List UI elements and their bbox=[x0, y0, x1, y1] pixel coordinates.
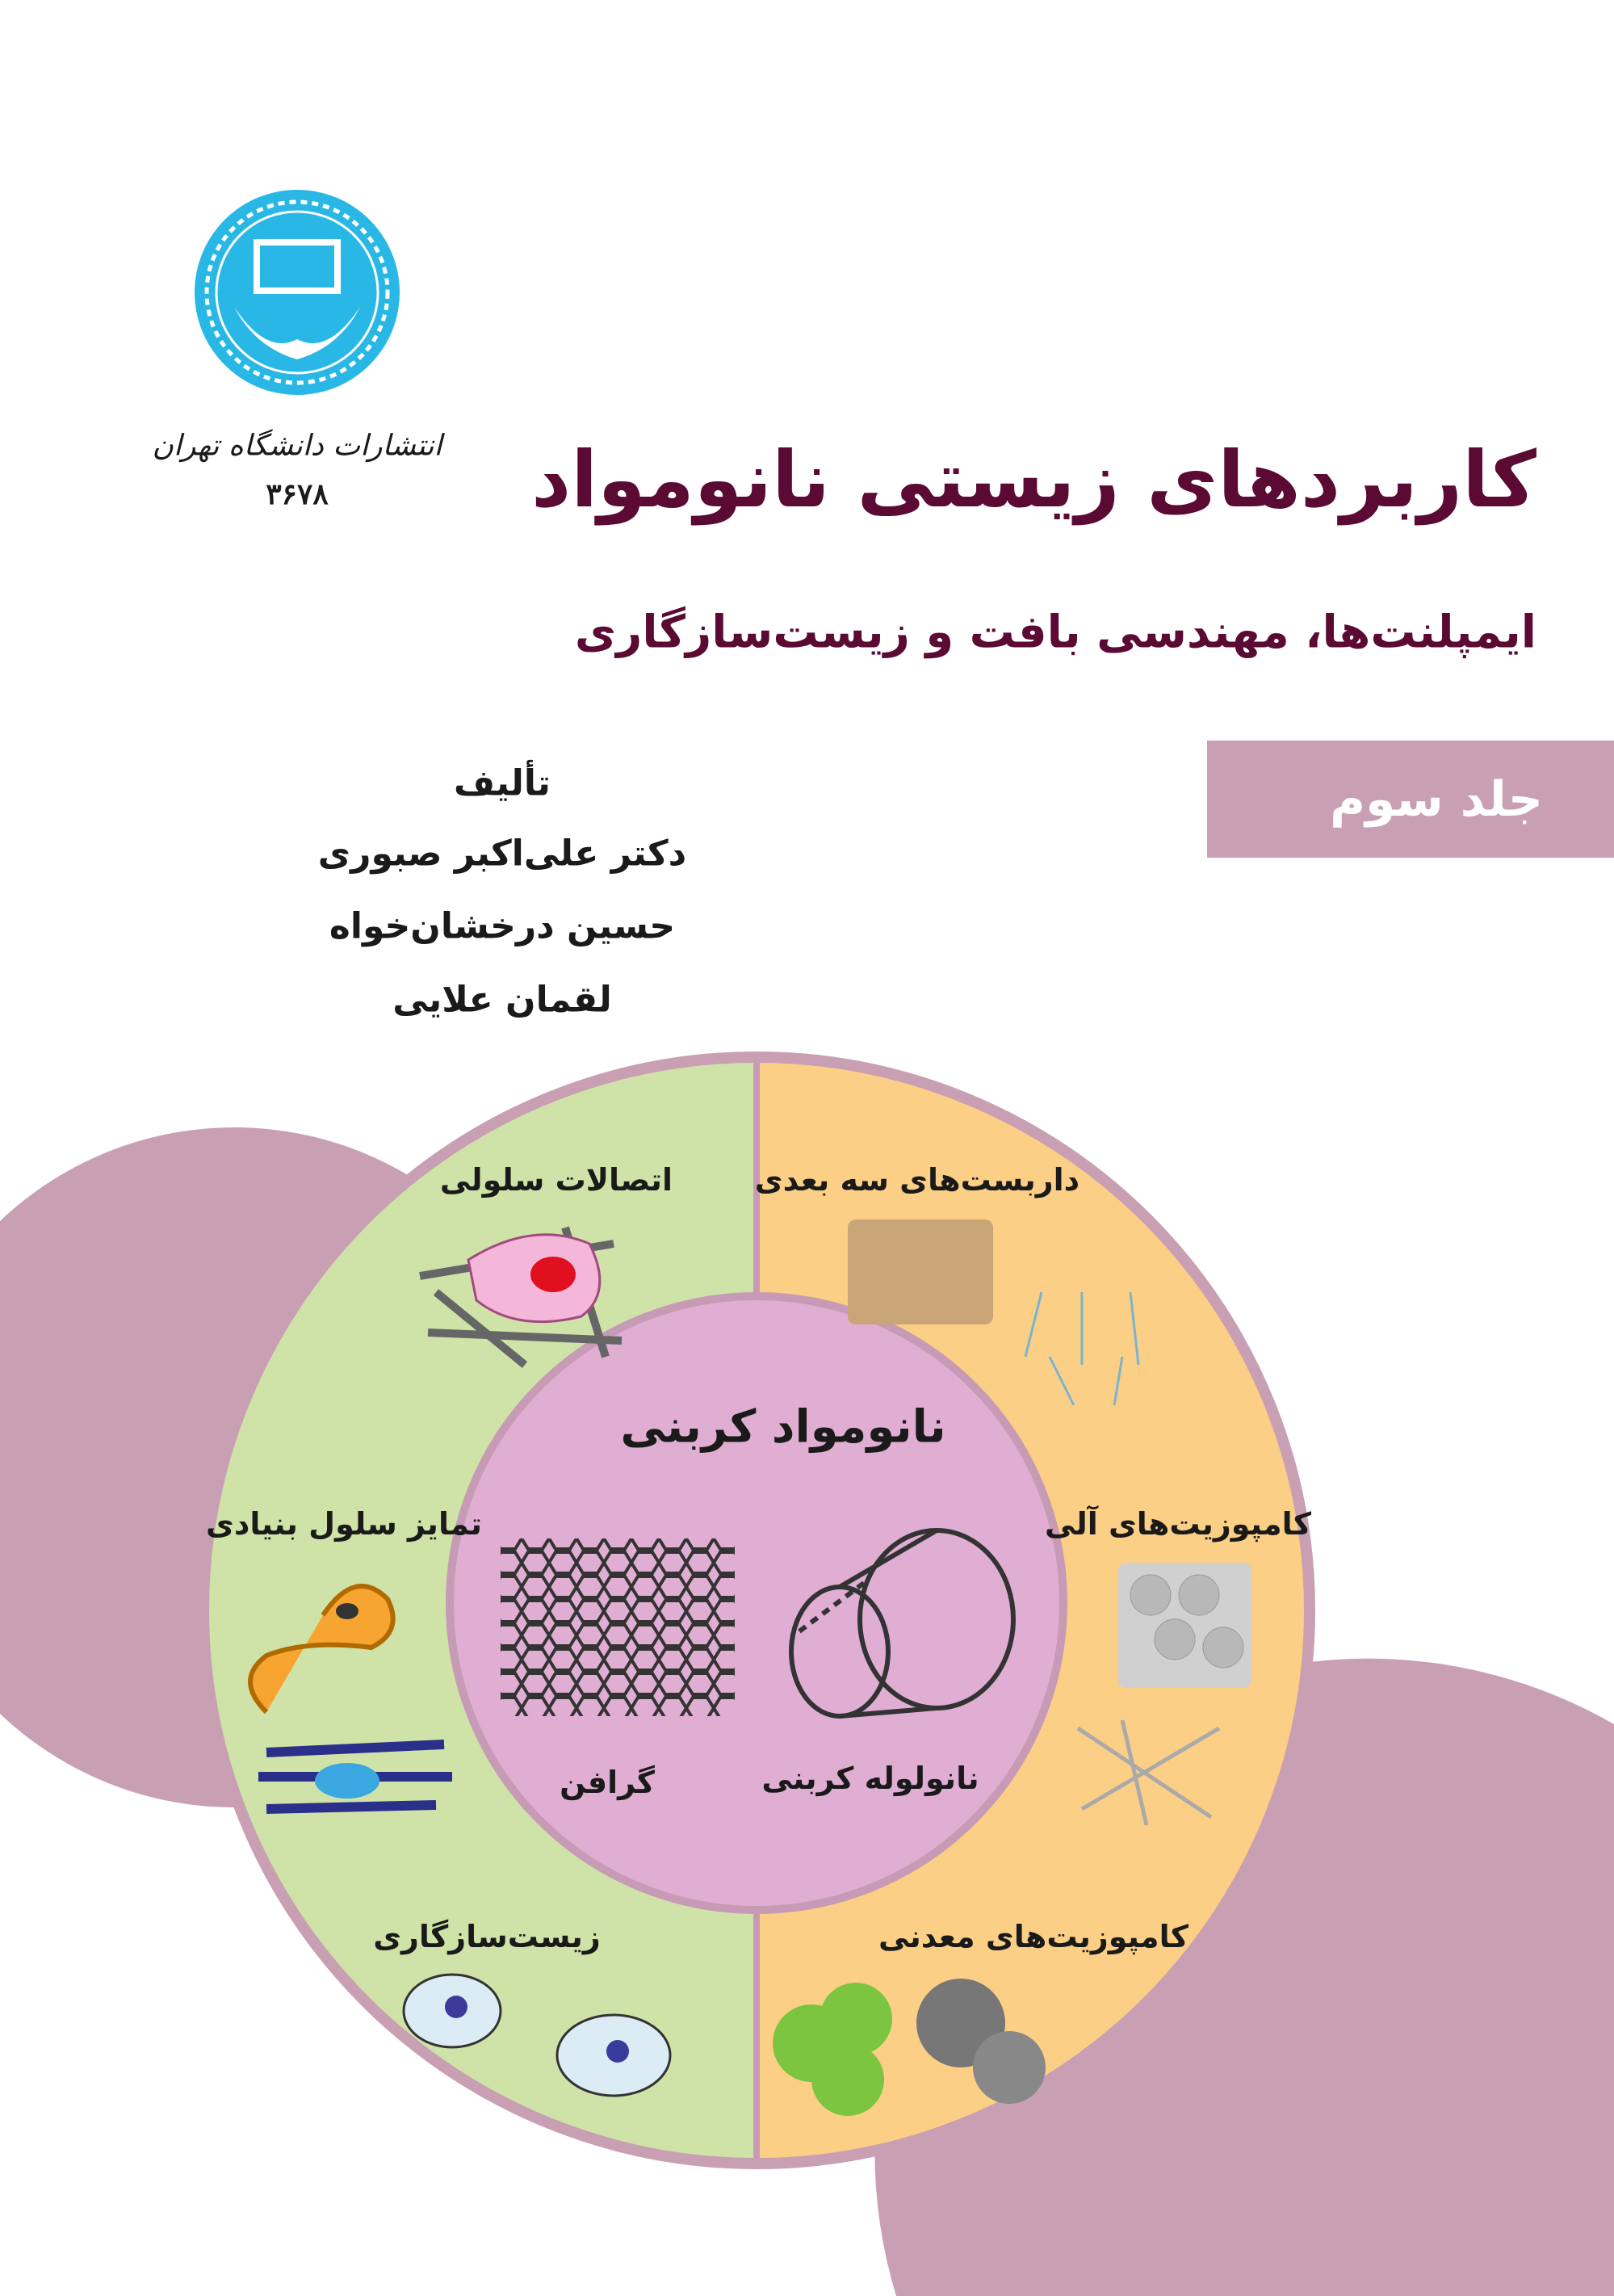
inorganic-composite-label: کامپوزیت‌های معدنی bbox=[878, 1919, 1188, 1954]
book-subtitle: ایمپلنت‌ها، مهندسی بافت و زیست‌سازگاری bbox=[574, 606, 1536, 659]
graphene-label: گرافن bbox=[560, 1765, 655, 1800]
graphene-illustration bbox=[501, 1538, 735, 1716]
author-name: دکتر علی‌اکبر صبوری bbox=[317, 833, 687, 875]
university-logo bbox=[195, 190, 400, 395]
publisher-name: انتشارات دانشگاه تهران bbox=[152, 429, 442, 463]
biocompatibility-label: زیست‌سازگاری bbox=[373, 1919, 601, 1954]
stem-cell-label: تمایز سلول بنیادی bbox=[206, 1506, 482, 1542]
center-title: نانومواد کربنی bbox=[620, 1400, 946, 1454]
cell-adhesion-label: اتصالات سلولی bbox=[439, 1162, 673, 1198]
series-number: ۳۶۷۸ bbox=[266, 477, 329, 511]
author-name: لقمان علایی bbox=[392, 979, 612, 1021]
scaffold-label: داربست‌های سه بعدی bbox=[754, 1162, 1080, 1198]
main-diagram bbox=[203, 1057, 1310, 2164]
authors-heading: تألیف bbox=[454, 762, 551, 804]
volume-label: جلد سوم bbox=[1330, 770, 1543, 828]
nanotube-label: نانولوله کربنی bbox=[761, 1761, 979, 1796]
volume-badge bbox=[1207, 741, 1614, 858]
book-title: کاربردهای زیستی نانومواد bbox=[530, 434, 1536, 525]
author-name: حسین درخشان‌خواه bbox=[329, 905, 676, 947]
organic-composite-label: کامپوزیت‌های آلی bbox=[1044, 1506, 1312, 1542]
